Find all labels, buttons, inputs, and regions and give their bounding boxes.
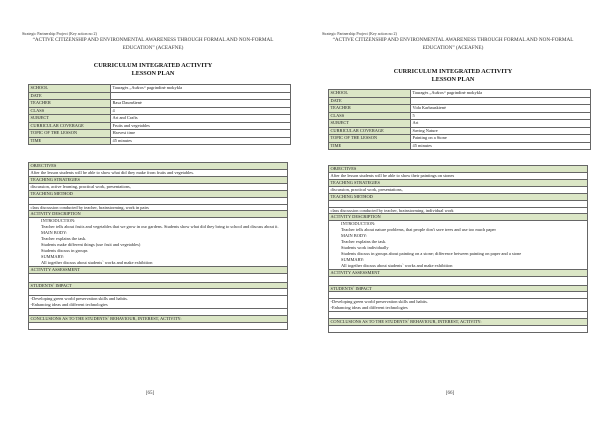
- coverage-label: CURRICULAR COVERAGE: [29, 122, 111, 130]
- activity-label: ACTIVITY DESCRIPTION: [29, 211, 287, 218]
- page-66: [300, 0, 600, 424]
- activity-line: MAIN BODY:: [41, 230, 68, 236]
- teacher-label: TEACHER: [29, 100, 111, 108]
- assessment-label: ACTIVITY ASSESSMENT: [329, 270, 587, 277]
- topic-label: TOPIC OF THE LESSON: [329, 135, 411, 143]
- topic-value: Harvest time: [111, 130, 291, 138]
- strategies-label: TEACHING STRATEGIES: [329, 180, 587, 187]
- time-value: 45 minutes: [411, 142, 591, 150]
- activity-line: Students discuss in groups: [41, 247, 88, 253]
- activity-line: Teacher explains the task.: [41, 236, 87, 242]
- activity-line: Teacher explains the task.: [341, 239, 387, 245]
- method-text: class discussion conducted by teacher, brainstorming, individual work: [329, 208, 587, 215]
- project-title: “ACTIVE CITIZENSHIP AND ENVIRONMENTAL AWARENESS THROUGH FORMAL AND NON-FORMAL EDUCATION” (ACEAFNE): [32, 37, 274, 51]
- teacher-label: TEACHER: [329, 105, 411, 113]
- spacer: [29, 198, 287, 205]
- teacher-value: Vida Karbauskienė: [411, 105, 591, 113]
- coverage-value: Saving Nature: [411, 127, 591, 135]
- strategies-text: discussion, practical work, presentations,: [329, 187, 587, 194]
- method-label: TEACHING METHOD: [329, 194, 587, 201]
- class-label: CLASS: [329, 112, 411, 120]
- doc-subtitle: LESSON PLAN: [131, 70, 175, 77]
- topic-value: Painting on a Stone: [411, 135, 591, 143]
- strategies-text: discussion, active learning, practical work, presentations,: [29, 184, 287, 191]
- page-number: [66]: [445, 391, 455, 396]
- activity-line: SUMMARY:: [41, 253, 65, 259]
- info-table: [28, 84, 291, 145]
- spacer: [329, 312, 587, 319]
- spacer: [329, 277, 587, 286]
- topic-label: TOPIC OF THE LESSON: [29, 130, 111, 138]
- activity-text: [329, 221, 587, 269]
- time-value: 45 minutes: [111, 137, 291, 145]
- activity-line: Teacher tells about nature problems, that people don't save trees and use too much paper: [341, 227, 496, 233]
- impact-text: [29, 296, 287, 309]
- activity-line: Students make different things (use fruit and vegetables): [41, 241, 141, 247]
- impact-label: STUDENTS` IMPACT: [329, 286, 587, 293]
- project-subtitle: Strategic Partnership Project (Key action no 2): [22, 31, 97, 36]
- method-text: class discussion conducted by teacher, brainstorming, work in pairs: [29, 205, 287, 212]
- teacher-value: Rasa Daumšienė: [111, 100, 291, 108]
- method-label: TEACHING METHOD: [29, 191, 287, 198]
- spacer: [29, 289, 287, 296]
- activity-line: All together discuss about students` works and make exhibition: [41, 259, 153, 265]
- activity-line: INTRODUCTION:: [41, 218, 76, 224]
- spacer: [29, 309, 287, 316]
- subject-label: SUBJECT: [29, 115, 111, 123]
- objectives-label: OBJECTIVES: [329, 166, 587, 173]
- impact-line: -Enhancing ideas and different technologies: [30, 302, 108, 308]
- conclusions-label: CONCLUSIONS AS TO THE STUDENTS` BEHAVIOUR, INTEREST, ACTIVITY:: [329, 319, 587, 326]
- date-label: DATE: [329, 97, 411, 105]
- subject-value: Art and Crafts: [111, 115, 291, 123]
- time-label: TIME: [329, 142, 411, 150]
- activity-line: Teacher tells about fruits and vegetables that we grow in our gardens. Students show what did they bring to school and discuss about it.: [41, 224, 279, 230]
- school-label: SCHOOL: [329, 90, 411, 98]
- doc-subtitle: LESSON PLAN: [431, 76, 475, 83]
- activity-line: All together discuss about students` works and make exhibition: [341, 262, 453, 268]
- class-value: 5: [411, 112, 591, 120]
- impact-line: -Enhancing ideas and different technologies: [330, 305, 408, 311]
- coverage-value: Fruits and vegetables: [111, 122, 291, 130]
- activity-line: MAIN BODY:: [341, 233, 368, 239]
- activity-line: SUMMARY:: [341, 256, 365, 262]
- impact-line: -Developing green world preservation skills and habits.: [30, 296, 128, 302]
- impact-text: [329, 299, 587, 312]
- school-label: SCHOOL: [29, 85, 111, 93]
- conclusions-label: CONCLUSIONS AS TO THE STUDENTS` BEHAVIOUR, INTEREST, ACTIVITY:: [29, 316, 287, 323]
- objectives-text: After the lesson students will be able to show their paintings on stones: [329, 173, 587, 180]
- assessment-label: ACTIVITY ASSESSMENT: [29, 267, 287, 274]
- date-value: [411, 97, 591, 105]
- info-table: [328, 89, 591, 150]
- subject-label: SUBJECT: [329, 120, 411, 128]
- spacer: [329, 292, 587, 299]
- spacer: [29, 274, 287, 283]
- time-label: TIME: [29, 137, 111, 145]
- class-value: 4: [111, 107, 291, 115]
- activity-line: INTRODUCTION:: [341, 221, 376, 227]
- school-value: Tauragės „Aušros“ pagrindinė mokykla: [411, 90, 591, 98]
- lesson-table: [328, 165, 588, 333]
- objectives-text: After the lesson students will be able to show what did they make from fruits and vegetables.: [29, 170, 287, 177]
- activity-line: Students discuss in groups about painting on a stone; difference between painting on paper and a stone: [341, 250, 522, 256]
- class-label: CLASS: [29, 107, 111, 115]
- activity-label: ACTIVITY DESCRIPTION: [329, 214, 587, 221]
- spacer: [29, 323, 287, 329]
- impact-label: STUDENTS` IMPACT: [29, 283, 287, 290]
- impact-line: -Developing green world preservation skills and habits.: [330, 299, 428, 305]
- date-label: DATE: [29, 92, 111, 100]
- project-title: “ACTIVE CITIZENSHIP AND ENVIRONMENTAL AWARENESS THROUGH FORMAL AND NON-FORMAL EDUCATION” (ACEAFNE): [332, 37, 574, 51]
- activity-text: [29, 218, 287, 266]
- lesson-table: [28, 162, 288, 330]
- page-number: [65]: [145, 391, 155, 396]
- project-subtitle: Strategic Partnership Project (Key action no 2): [322, 31, 397, 36]
- doc-title: CURRICULUM INTEGRATED ACTIVITY: [393, 68, 513, 75]
- objectives-label: OBJECTIVES: [29, 163, 287, 170]
- date-value: [111, 92, 291, 100]
- subject-value: Art: [411, 120, 591, 128]
- spacer: [329, 326, 587, 332]
- school-value: Tauragės „Aušros“ pagrindinė mokykla: [111, 85, 291, 93]
- strategies-label: TEACHING STRATEGIES: [29, 177, 287, 184]
- activity-line: Students work individually: [341, 244, 389, 250]
- coverage-label: CURRICULAR COVERAGE: [329, 127, 411, 135]
- doc-title: CURRICULUM INTEGRATED ACTIVITY: [93, 62, 213, 69]
- spacer: [329, 201, 587, 208]
